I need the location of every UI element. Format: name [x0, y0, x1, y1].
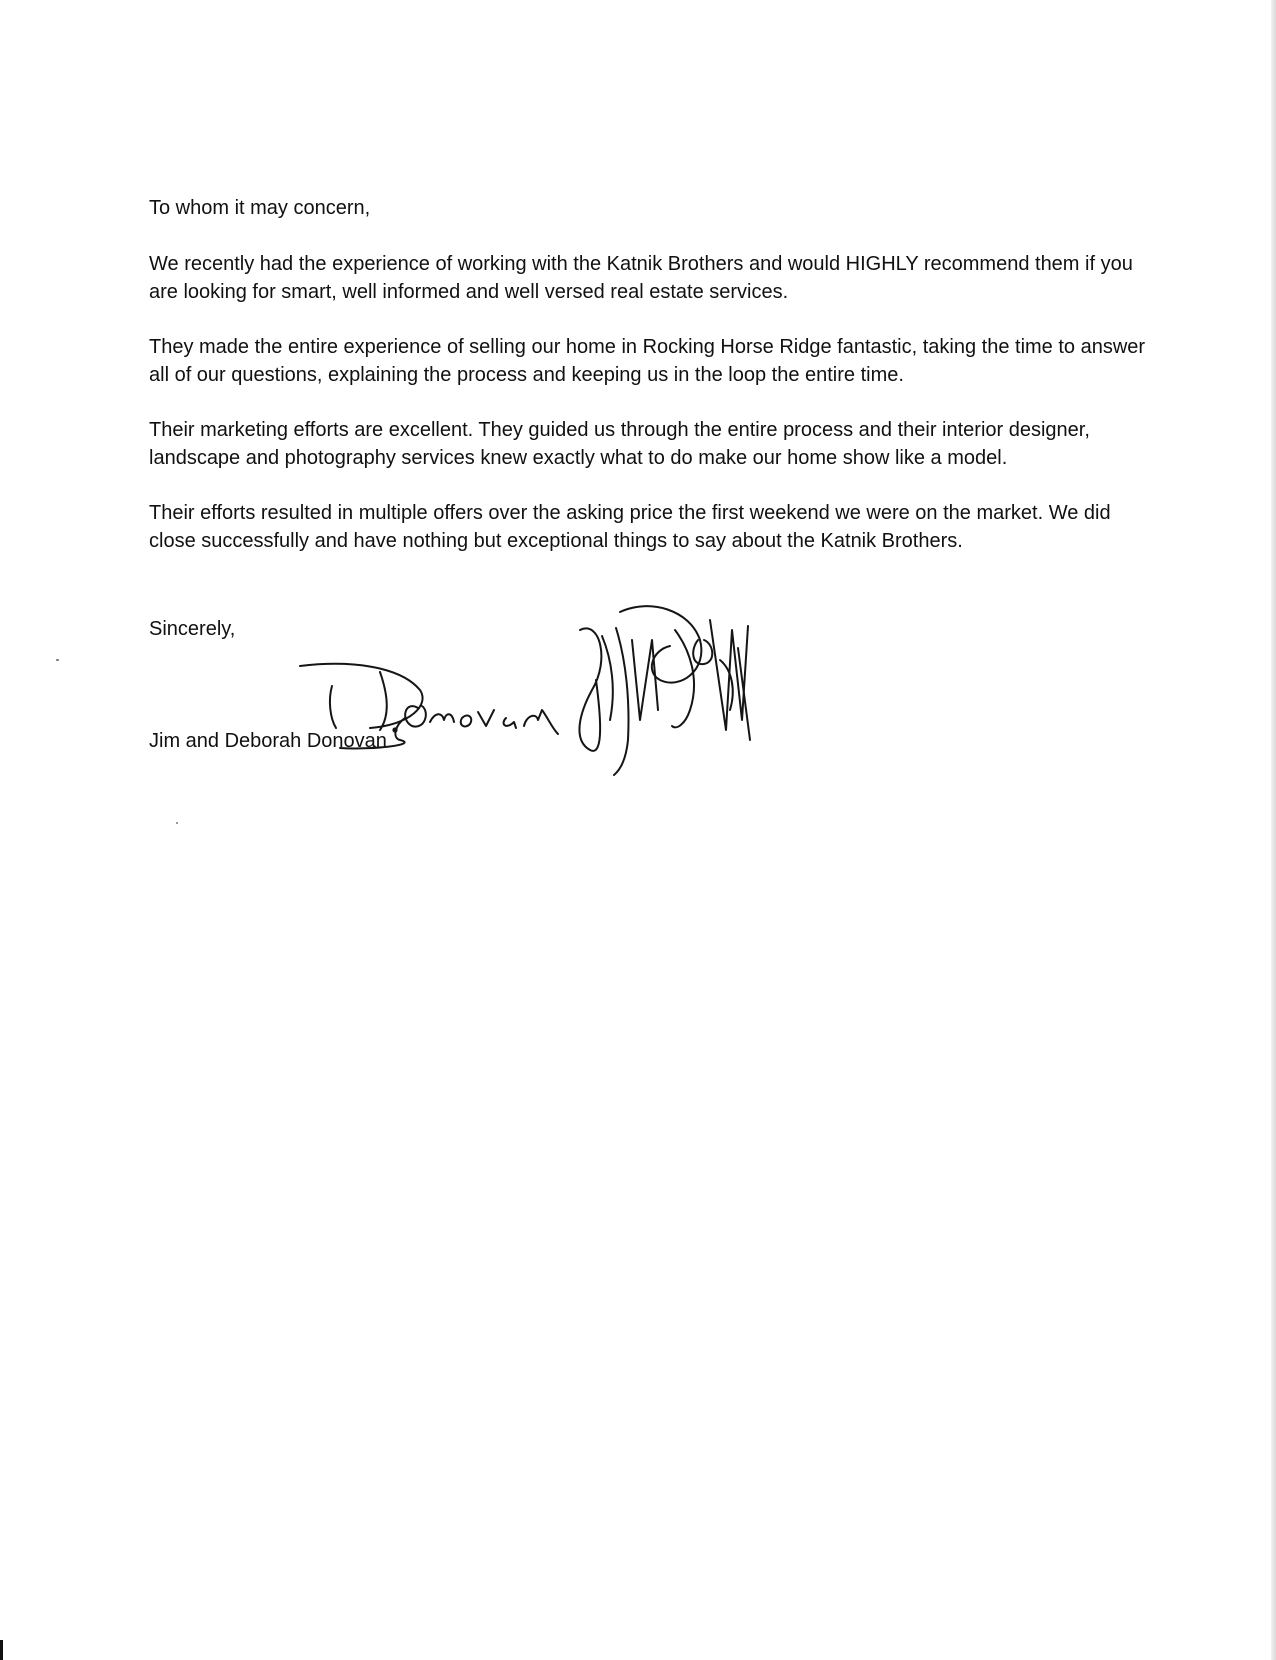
paragraph-3: Their marketing efforts are excellent. They guided us through the entire process and their interior designer, landscape and photography services knew exactly what to do make our home show like a model. — [149, 419, 1090, 469]
handwritten-signatures — [280, 600, 800, 780]
signature-scribble — [579, 606, 750, 775]
paragraph-2: They made the entire experience of selling our home in Rocking Horse Ridge fantastic, taking the time to answer all of our questions, explaining the process and keeping us in the loop the entire time. — [149, 336, 1146, 386]
scan-speck — [176, 822, 178, 824]
paragraph-4: Their efforts resulted in multiple offers over the asking price the first weekend we were on the market. We did close successfully and have nothing but exceptional things to say about the Katnik Brothers. — [149, 502, 1111, 552]
closing: Sincerely, — [149, 618, 236, 640]
salutation: To whom it may concern, — [149, 197, 371, 219]
signature-donovan — [300, 664, 558, 749]
paragraph-1: We recently had the experience of working with the Katnik Brothers and would HIGHLY recommend them if you are looking for smart, well informed and well versed real estate services. — [149, 253, 1133, 303]
signer-name: Jim and Deborah Donovan — [149, 730, 387, 752]
scan-speck — [56, 659, 59, 661]
letter-body — [149, 194, 1149, 582]
scan-edge-shadow — [1271, 0, 1276, 1660]
scan-edge-mark — [0, 1640, 3, 1660]
